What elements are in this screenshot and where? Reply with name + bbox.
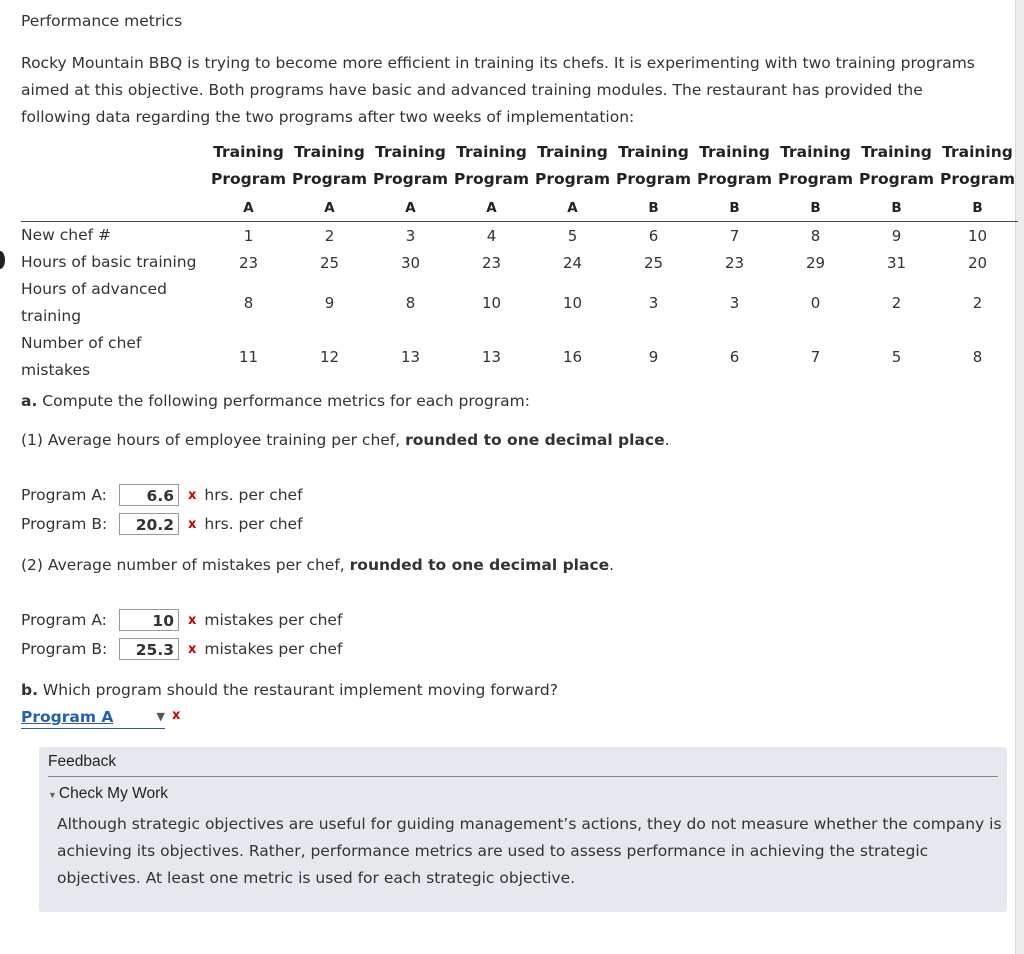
answer-row-q2-program-a <box>21 608 342 632</box>
table-cell: 30 <box>400 253 421 272</box>
question-2: (2) Average number of mistakes per chef, rounded to one decimal place. <box>21 556 615 574</box>
program-letter: B <box>694 195 775 222</box>
answer-input[interactable]: 20.2 <box>119 513 179 535</box>
column-header: Training Program <box>453 143 529 188</box>
table-cell: 8 <box>405 294 416 312</box>
table-cell: 3 <box>729 294 740 312</box>
incorrect-icon: x <box>188 516 197 532</box>
header-row-1 <box>21 139 1018 195</box>
table-cell: 8 <box>810 226 821 245</box>
header-row-program <box>21 195 1018 222</box>
problem-intro: Rocky Mountain BBQ is trying to become more efficient in training its chefs. It is experimenting with two training programs aimed at this objective. Both programs have basic and advanced training modules. The restaurant has provided the following data regarding the two programs after two weeks of implementation: <box>21 54 975 126</box>
answer-unit: hrs. per chef <box>204 515 303 533</box>
table-cell: 9 <box>891 226 902 245</box>
column-header: Training Program <box>777 143 853 188</box>
table-cell: 13 <box>481 348 502 366</box>
answer-unit: hrs. per chef <box>204 486 303 504</box>
part-a-prompt: a. Compute the following performance metrics for each program: <box>21 392 530 410</box>
training-data-table <box>21 139 1018 384</box>
table-cell: 4 <box>486 226 497 245</box>
program-letter: A <box>289 195 370 222</box>
table-cell: 6 <box>648 226 659 245</box>
column-header: Training Program <box>858 143 934 188</box>
table-cell: 23 <box>724 253 745 272</box>
program-letter: A <box>532 195 613 222</box>
program-letter: A <box>370 195 451 222</box>
incorrect-icon: x <box>188 487 197 503</box>
margin-marker <box>0 251 5 269</box>
column-header: Training Program <box>696 143 772 188</box>
table-cell: 5 <box>891 348 902 366</box>
program-letter: B <box>613 195 694 222</box>
table-row <box>21 222 1018 250</box>
table-cell: 10 <box>562 294 583 312</box>
answer-label: Program B: <box>21 640 108 658</box>
answer-row-q1-program-a <box>21 483 303 507</box>
answer-unit: mistakes per chef <box>204 640 343 658</box>
column-header: Training Program <box>372 143 448 188</box>
table-row <box>21 330 1018 384</box>
column-header: Training Program <box>210 143 286 188</box>
collapse-triangle-icon: ▼ <box>48 790 57 800</box>
answer-label: Program A: <box>21 486 107 504</box>
program-letter: B <box>856 195 937 222</box>
program-letter: B <box>775 195 856 222</box>
answer-label: Program B: <box>21 515 108 533</box>
dropdown-arrow-icon: ▼ <box>156 710 165 723</box>
incorrect-icon: x <box>172 708 181 723</box>
table-cell: 31 <box>886 253 907 272</box>
page-title: Performance metrics <box>21 12 183 30</box>
table-cell: 3 <box>648 294 659 312</box>
table-cell: 7 <box>810 348 821 366</box>
divider <box>48 776 998 777</box>
row-label: Hours of basic training <box>21 253 197 271</box>
table-cell: 29 <box>805 253 826 272</box>
table-cell: 23 <box>238 253 259 272</box>
table-cell: 2 <box>324 226 335 245</box>
part-b-prompt: b. Which program should the restaurant implement moving forward? <box>21 681 558 699</box>
question-1: (1) Average hours of employee training per chef, rounded to one decimal place. <box>21 431 670 449</box>
table-cell: 2 <box>891 294 902 312</box>
row-label: New chef # <box>21 226 111 244</box>
table-cell: 11 <box>238 348 259 366</box>
table-cell: 10 <box>967 226 988 245</box>
table-cell: 9 <box>648 348 659 366</box>
table-cell: 1 <box>243 226 254 245</box>
program-letter: A <box>208 195 289 222</box>
feedback-title: Feedback <box>48 753 117 770</box>
table-row <box>21 249 1018 276</box>
table-cell: 13 <box>400 348 421 366</box>
program-select[interactable] <box>21 706 165 729</box>
table-cell: 8 <box>972 348 983 366</box>
answer-input[interactable]: 6.6 <box>119 484 179 506</box>
column-header: Training Program <box>291 143 367 188</box>
column-header: Training Program <box>939 143 1015 188</box>
answer-row-q2-program-b <box>21 637 342 661</box>
table-cell: 24 <box>562 253 583 272</box>
answer-unit: mistakes per chef <box>204 611 343 629</box>
table-cell: 7 <box>729 226 740 245</box>
row-label: Hours of advanced training <box>21 280 167 325</box>
program-letter: B <box>937 195 1018 222</box>
answer-label: Program A: <box>21 611 107 629</box>
table-cell: 25 <box>319 253 340 272</box>
incorrect-icon: x <box>188 641 197 657</box>
answer-row-q1-program-b <box>21 512 303 536</box>
feedback-text: Although strategic objectives are useful for guiding management’s actions, they do not measure whether the company is achieving its objectives. Rather, performance metrics are used to assess performance in achieving the strategic objectives. At least one metric is used for each strategic objective. <box>57 815 1002 887</box>
table-cell: 20 <box>967 253 988 272</box>
table-cell: 2 <box>972 294 983 312</box>
row-label: Number of chef mistakes <box>21 334 142 379</box>
table-cell: 25 <box>643 253 664 272</box>
table-cell: 3 <box>405 226 416 245</box>
check-my-work-toggle[interactable]: ▼ Check My Work <box>48 785 169 802</box>
feedback-panel <box>39 747 1007 912</box>
incorrect-icon: x <box>188 612 197 628</box>
column-header: Training Program <box>615 143 691 188</box>
table-cell: 6 <box>729 348 740 366</box>
program-select-value: Program A <box>21 708 114 726</box>
table-cell: 23 <box>481 253 502 272</box>
table-cell: 8 <box>243 294 254 312</box>
table-row <box>21 276 1018 330</box>
table-cell: 9 <box>324 294 335 312</box>
table-cell: 10 <box>481 294 502 312</box>
answer-input[interactable]: 25.3 <box>119 638 179 660</box>
table-cell: 12 <box>319 348 340 366</box>
answer-input[interactable]: 10 <box>119 609 179 631</box>
table-cell: 0 <box>810 294 821 312</box>
table-cell: 5 <box>567 226 578 245</box>
program-letter: A <box>451 195 532 222</box>
column-header: Training Program <box>534 143 610 188</box>
table-cell: 16 <box>562 348 583 366</box>
